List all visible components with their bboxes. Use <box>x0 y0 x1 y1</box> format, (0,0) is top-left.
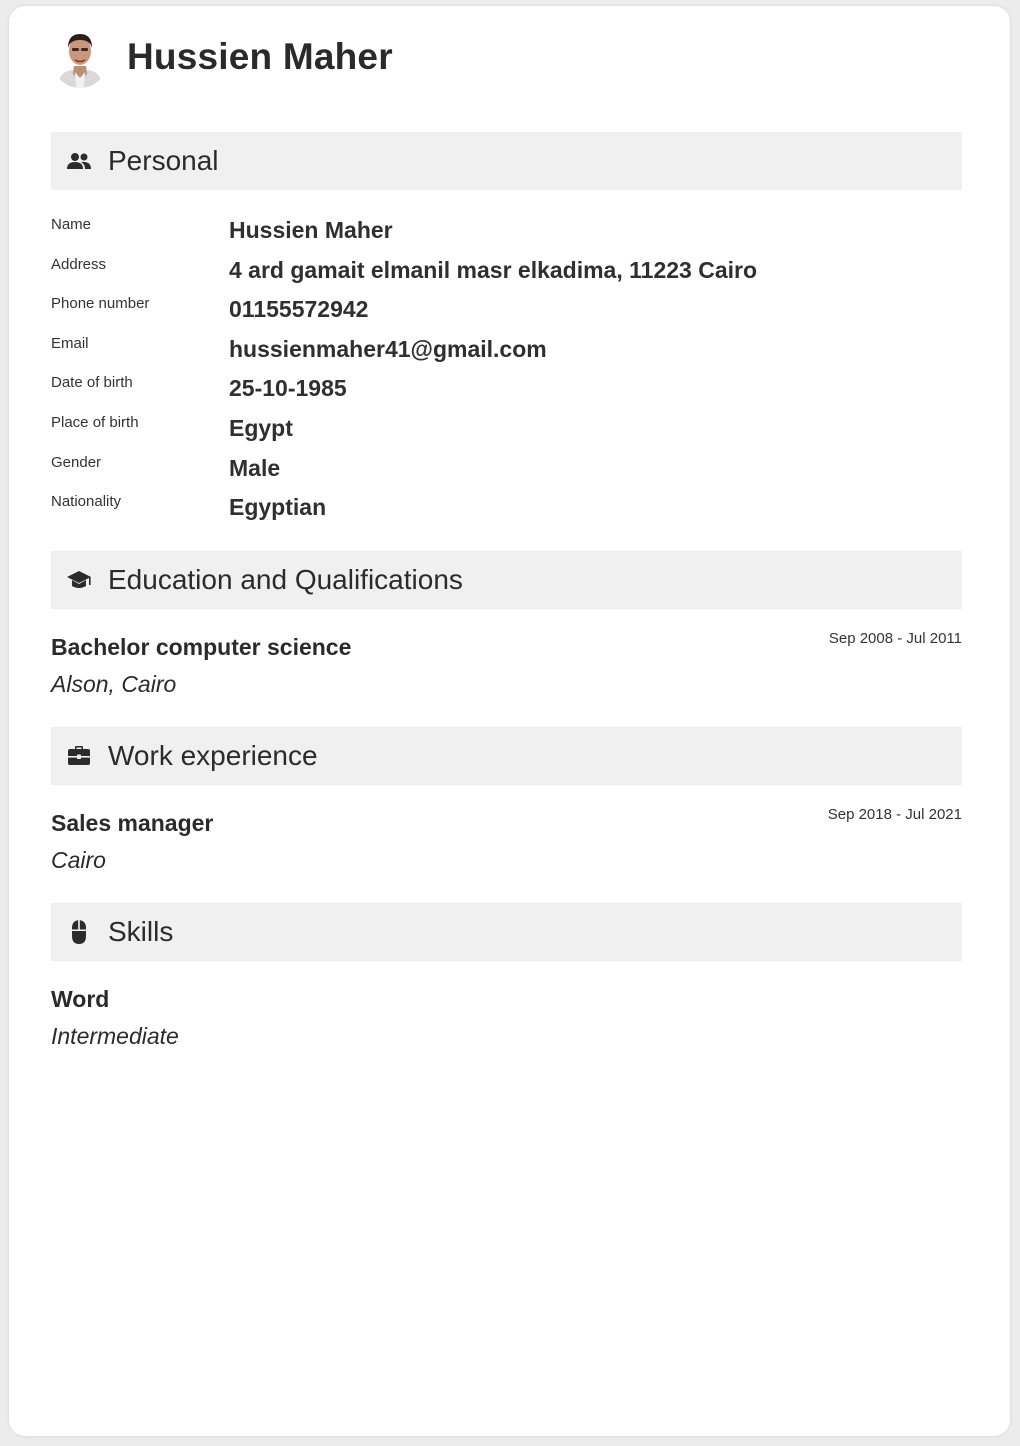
detail-label: Address <box>51 255 107 273</box>
detail-value: Egypt <box>229 414 293 441</box>
section-work <box>51 727 962 785</box>
avatar <box>51 26 109 88</box>
detail-row <box>51 216 962 256</box>
job-title: Sales manager <box>51 810 214 836</box>
detail-value: Hussien Maher <box>229 217 393 243</box>
detail-row <box>51 414 962 454</box>
detail-row <box>51 295 962 335</box>
detail-row <box>51 256 962 296</box>
detail-label: Name <box>51 216 92 233</box>
section-title: Personal <box>108 145 219 176</box>
detail-label: Nationality <box>51 493 122 511</box>
detail-row <box>51 454 962 494</box>
work-dates: Sep 2018 - Jul 2021 <box>827 806 962 823</box>
section-title: Skills <box>108 916 174 947</box>
skill-level: Intermediate <box>51 1023 179 1049</box>
detail-label: Date of birth <box>51 374 133 392</box>
job-location: Cairo <box>51 847 106 873</box>
candidate-name: Hussien Maher <box>127 36 393 77</box>
people-icon <box>66 148 92 174</box>
section-title: Education and Qualifications <box>108 564 463 595</box>
resume-page <box>9 6 1010 1436</box>
detail-value: Male <box>229 454 281 481</box>
section-education <box>51 551 962 609</box>
detail-value: 01155572942 <box>229 296 369 323</box>
institution-location: Alson, Cairo <box>51 671 177 697</box>
detail-row <box>51 374 962 414</box>
detail-row <box>51 335 962 375</box>
degree-title: Bachelor computer science <box>51 634 352 660</box>
detail-value: 4 ard gamait elmanil masr elkadima, 11223 Cairo <box>229 256 758 283</box>
personal-details <box>51 216 962 533</box>
education-entry <box>51 630 962 698</box>
detail-label: Phone number <box>51 295 150 313</box>
briefcase-icon <box>66 743 92 769</box>
detail-value: Egyptian <box>229 494 327 521</box>
education-dates: Sep 2008 - Jul 2011 <box>828 630 962 647</box>
skill-entry <box>51 986 962 1050</box>
skill-name: Word <box>51 986 110 1012</box>
detail-row <box>51 493 962 533</box>
detail-label: Gender <box>51 453 102 471</box>
detail-value: hussienmaher41@gmail.com <box>229 335 547 362</box>
section-skills <box>51 903 962 961</box>
profile-photo <box>51 26 109 88</box>
mouse-icon <box>66 919 92 945</box>
section-personal <box>51 132 962 190</box>
work-entry <box>51 806 962 874</box>
graduation-cap-icon <box>66 567 92 593</box>
detail-value: 25-10-1985 <box>229 375 347 402</box>
detail-label: Email <box>51 334 89 352</box>
detail-label: Place of birth <box>51 413 139 431</box>
resume-header <box>51 22 393 92</box>
section-title: Work experience <box>108 740 318 771</box>
